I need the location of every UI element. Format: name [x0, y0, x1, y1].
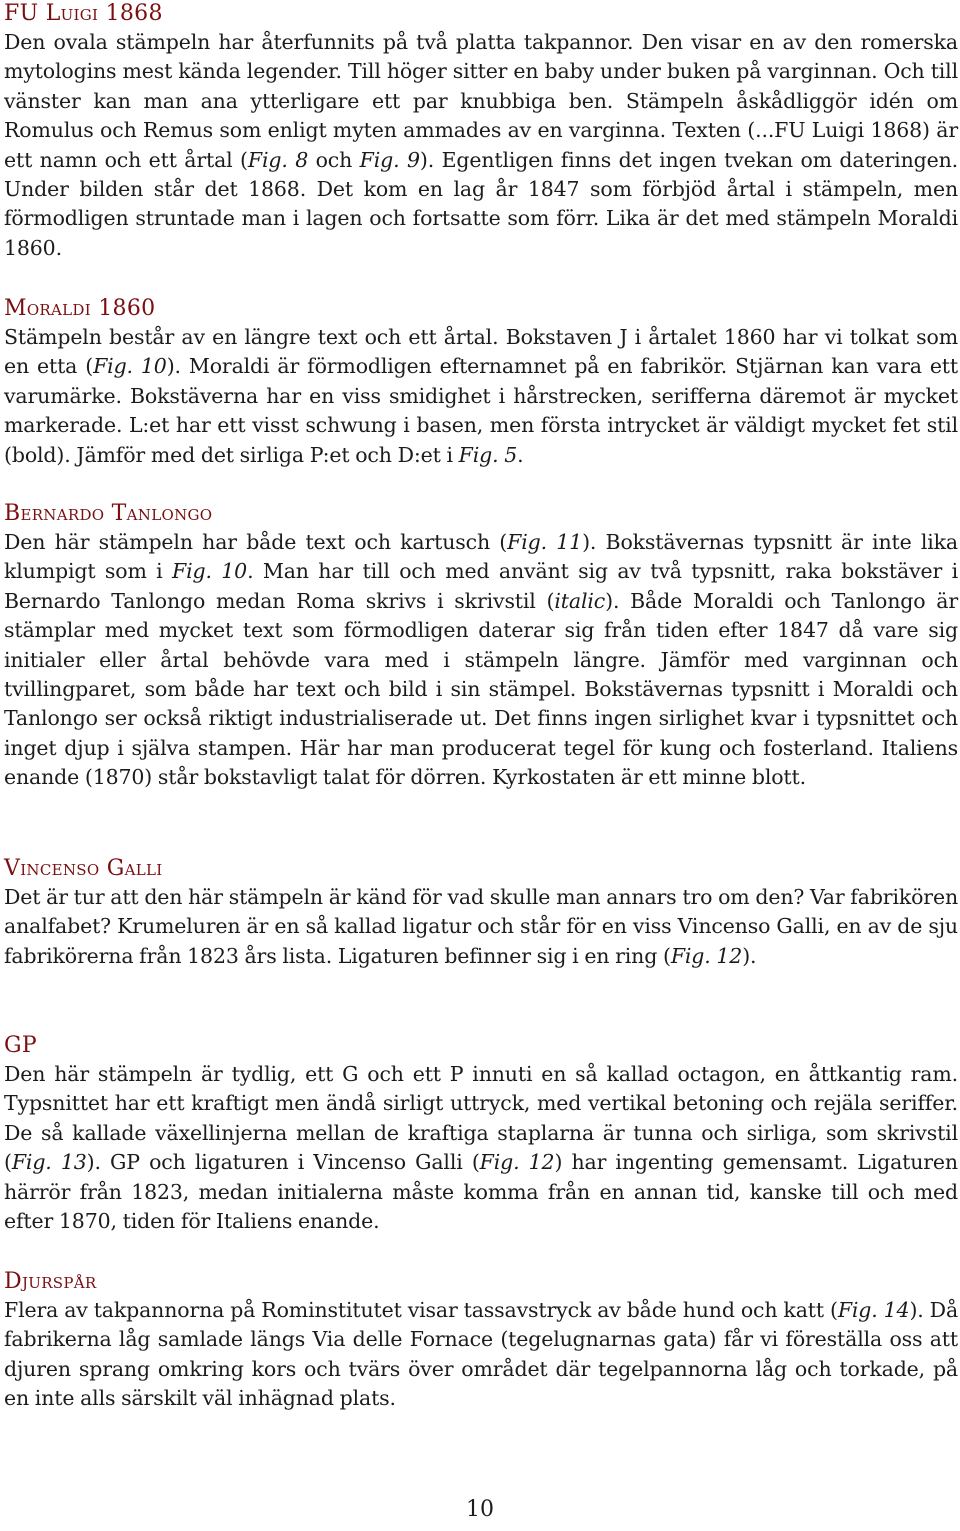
- section-heading: Vincenso Galli: [4, 856, 163, 881]
- section-heading: Bernardo Tanlongo: [4, 501, 213, 526]
- section-body: [4, 1060, 958, 1236]
- body-text: ). Moraldi är förmodligen efternamnet på en fabrikör. Stjärnan kan vara ett varumärke. Bokstäverna har en viss smidighet i hårstrecken, serifferna däremot är mycket markerade. L:et har ett visst schwung i basen, men första intrycket är väldigt mycket fet stil (bold). Jämför med det sirliga P:et och D:et i: [4, 354, 958, 467]
- section-gp: [4, 1032, 958, 1236]
- body-text: .: [517, 442, 524, 467]
- figure-reference: Fig. 9: [359, 147, 420, 172]
- figure-reference: Fig. 11: [507, 530, 583, 554]
- section-body: [4, 1296, 958, 1414]
- body-text: Stämpeln består av en längre text och ett årtal. Bokstaven J i årtalet 1860 har vi tolkat som en etta (: [4, 325, 958, 379]
- body-text: ). Då fabrikerna låg samlade längs Via delle Fornace (tegelugnarnas gata) får vi föreställa oss att djuren sprang omkring kors och tvärs över området där tegelpannorna låg och torkade, på en inte alls särskilt väl inhägnad plats.: [4, 1298, 959, 1411]
- section-fu-luigi: [4, 0, 958, 263]
- figure-reference: Fig. 14: [837, 1298, 910, 1322]
- body-text: Den här stämpeln har både text och kartusch (: [4, 530, 508, 554]
- section-djurspar: [4, 1268, 958, 1414]
- body-text: ) har ingenting gemensamt. Ligaturen härrör från 1823, medan initialerna måste komma från en annan tid, kanske till och med efter 1870, tiden för Italiens enande.: [4, 1150, 958, 1234]
- figure-reference: Fig. 5: [458, 442, 518, 467]
- body-text: Flera av takpannorna på Rominstitutet visar tassavstryck av både hund och katt (: [4, 1298, 838, 1322]
- section-body: [4, 323, 958, 470]
- body-text: Den här stämpeln är tydlig, ett G och ett P innuti en så kallad octagon, en åttkantig ram. Typsnittet har ett kraftigt men ändå sirligt uttryck, med vertikal betoning och rejäla seriffer. De så kallade växellinjerna mellan de kraftiga staplarna är tunna och sirliga, som skrivstil (: [4, 1062, 958, 1175]
- body-text: ). GP och ligaturen i Vincenso Galli (: [86, 1150, 480, 1175]
- body-text: Den ovala stämpeln har återfunnits på två platta takpannor. Den visar en av den romerska mytologins mest kända legender. Till höger sitter en baby under buken på varginnan. Och till vänster kan man ana ytterligare ett par knubbiga ben. Stämpeln åskådliggör idén om Romulus och Remus som enligt myten ammades av en varginna. Texten (...FU Luigi 1868) är ett namn och ett årtal (: [4, 30, 958, 172]
- figure-reference: Fig. 10: [93, 354, 167, 379]
- body-text: Det är tur att den här stämpeln är känd för vad skulle man annars tro om den? Var fabrikören analfabet? Krumeluren är en så kallad ligatur och står för en viss Vincenso Galli, en av de sju fabrikörerna från 1823 års lista. Ligaturen befinner sig i en ring (: [4, 885, 958, 968]
- section-vincenso-galli: [4, 855, 958, 971]
- figure-reference: Fig. 8: [247, 147, 309, 172]
- body-text: ). Bokstävernas typsnitt är inte lika klumpigt som i: [4, 530, 959, 584]
- body-text: ).: [742, 943, 757, 968]
- figure-reference: Fig. 12: [670, 943, 743, 968]
- section-body: [4, 528, 958, 793]
- italic-term: italic: [554, 588, 606, 613]
- figure-reference: Fig. 12: [479, 1150, 555, 1175]
- figure-reference: Fig. 13: [11, 1150, 87, 1175]
- section-heading: Moraldi 1860: [4, 296, 156, 321]
- body-text: ). Egentligen finns det ingen tvekan om dateringen. Under bilden står det 1868. Det kom en lag år 1847 som förbjöd årtal i stämpeln, men förmodligen struntade man i lagen och fortsatte som förr. Lika är det med stämpeln Moraldi 1860.: [4, 147, 959, 260]
- body-text: . Man har till och med använt sig av två typsnitt, raka bokstäver i Bernardo Tanlongo medan Roma skrivs i skrivstil (: [4, 559, 958, 613]
- section-bernardo-tanlongo: [4, 500, 958, 793]
- section-heading: FU Luigi 1868: [4, 1, 163, 26]
- section-moraldi: [4, 295, 958, 470]
- section-heading: Djurspår: [4, 1269, 97, 1294]
- page-number: 10: [466, 1497, 494, 1522]
- section-body: [4, 28, 958, 263]
- body-text: och: [308, 147, 360, 172]
- figure-reference: Fig. 10: [172, 559, 248, 584]
- body-text: ). Både Moraldi och Tanlongo är stämplar med mycket text som förmodligen daterar sig från tiden efter 1847 då vare sig initialer eller årtal behövde vara med i stämpeln längre. Jämför med varginnan och tvillingparet, som både har text och bild i sin stämpel. Bokstävernas typsnitt i Moraldi och Tanlongo ser också riktigt industrialiserade ut. Det finns ingen sirlighet kvar i typsnittet och inget djup i själva stampen. Här har man producerat tegel för kung och fosterland. Italiens enande (1870) står bokstavligt talat för dörren. Kyrkostaten är ett minne blott.: [4, 588, 958, 790]
- section-body: [4, 883, 958, 971]
- section-heading: GP: [4, 1033, 37, 1058]
